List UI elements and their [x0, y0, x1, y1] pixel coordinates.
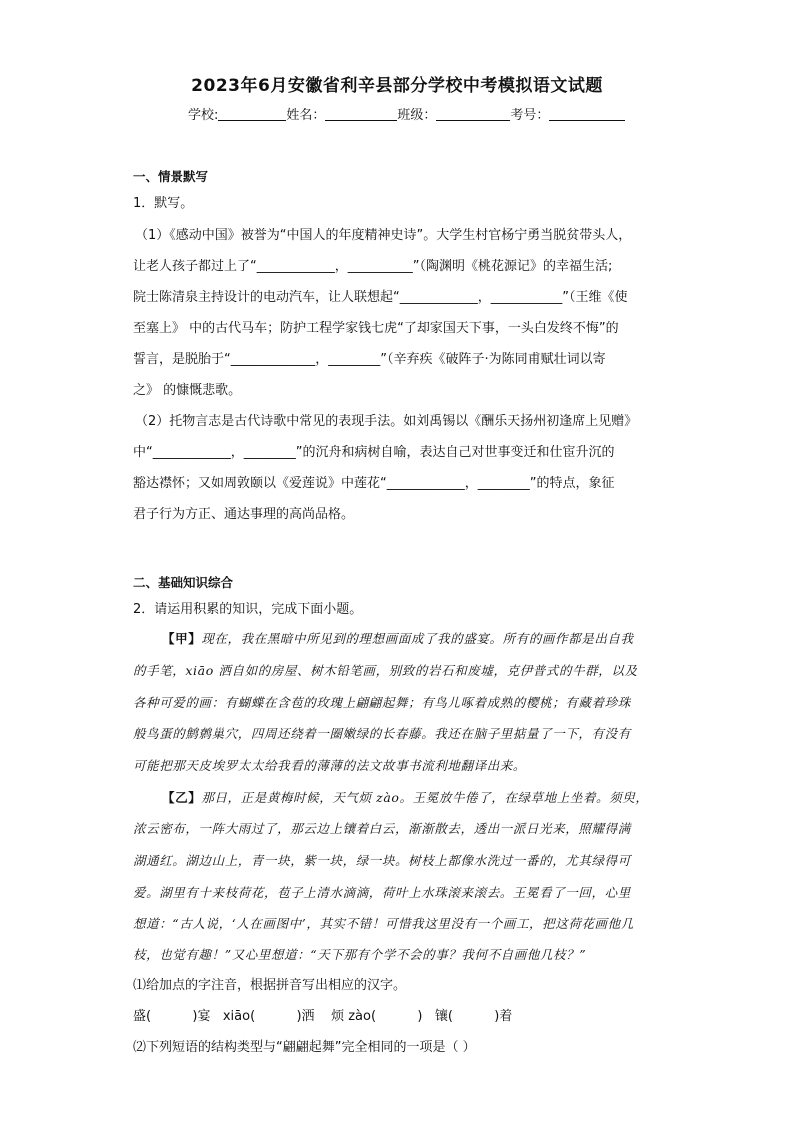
question-2: 2．请运用积累的知识，完成下面小题。	[133, 602, 363, 617]
passage-yi-line: 爱。湖里有十来枝荷花，苞子上清水滴滴，荷叶上水珠滚来滚去。王冕看了一回，心里	[133, 885, 631, 900]
passage-jia-line: 【甲】现在，我在黑暗中所见到的理想画面成了我的盛宴。所有的画作都是出自我	[162, 631, 634, 646]
section-heading-2: 二、基础知识综合	[133, 575, 234, 590]
q1-part1-line: （1）《感动中国》被誉为“中国人的年度精神史诗”。大学生村官杨宁勇当脱贫带头人，	[135, 228, 632, 243]
school-blank[interactable]	[218, 107, 286, 121]
passage-yi-line: 湖通红。湖边山上，青一块，紫一块，绿一块。树枝上都像水洗过一番的，尤其绿得可	[133, 853, 631, 868]
q1-part2-line: （2）托物言志是古代诗歌中常见的表现手法。如刘禹锡以《酬乐天扬州初逢席上见赠》	[135, 414, 638, 429]
passage-yi-line: 想道：“古人说，‘人在画图中’，其实不错！可惜我这里没有一个画工，把这荷花画他几	[133, 916, 634, 931]
passage-jia-line: 的手笔，xiāo 洒自如的房屋、树木铅笔画，别致的岩石和废墟，克伊普式的牛群，以及	[133, 663, 638, 678]
passage-yi-label: 【乙】	[162, 790, 202, 805]
sub-question-1: ⑴给加点的字注音，根据拼音写出相应的汉字。	[133, 978, 407, 993]
school-label: 学校:	[188, 108, 219, 123]
class-label: 班级：	[397, 108, 437, 123]
passage-yi-line: 浓云密布，一阵大雨过了，那云边上镶着白云，渐渐散去，透出一派日光来，照耀得满	[133, 821, 631, 836]
q1-part1-line: 院士陈清泉主持设计的电动汽车，让人联想起“____________，___________”（王维《使	[133, 290, 628, 305]
class-blank[interactable]	[436, 107, 510, 121]
q1-part2-line: 中“____________，________”的沉舟和病树自喻，表达自己对世事变迁和仕宦升沉的	[133, 445, 615, 460]
name-blank[interactable]	[325, 107, 397, 121]
q1-part1-line: 至塞上》 中的古代马车；防护工程学家钱七虎“了却家国天下事，一头白发终不悔”的	[133, 321, 619, 336]
passage-jia-label: 【甲】	[162, 631, 202, 646]
pinyin-blanks-line[interactable]: 盛( )宴 xiāo( )洒 烦 zào( ) 镶( )着	[133, 1009, 513, 1024]
passage-yi-line: 【乙】那日，正是黄梅时候，天气烦 zào。王冕放牛倦了，在绿草地上坐着。须臾，	[162, 790, 649, 805]
passage-yi-line: 枝，也觉有趣！”又心里想道：“天下那有个学不会的事？我何不自画他几枝？”	[133, 947, 587, 962]
question-1: 1．默写。	[133, 196, 194, 211]
passage-jia-line: 可能把那天皮埃罗太太给我看的薄薄的法文故事书流利地翻译出来。	[133, 758, 527, 773]
q1-part2-line: 君子行为方正、通达事理的高尚品格。	[133, 507, 355, 522]
exam-no-label: 考号：	[510, 108, 550, 123]
name-label: 姓名：	[286, 108, 326, 123]
exam-no-blank[interactable]	[549, 107, 625, 121]
page-title: 2023年6月安徽省利辛县部分学校中考模拟语文试题	[191, 76, 603, 96]
q1-part2-line: 豁达襟怀；又如周敦颐以《爱莲说》中莲花“____________，________”的特点，象征	[133, 476, 615, 491]
student-info-line	[188, 104, 625, 123]
passage-jia-line: 般鸟蛋的鹪鹩巢穴，四周还绕着一圈嫩绿的长春藤。我还在脑子里掂量了一下，有没有	[133, 726, 631, 741]
section-heading-1: 一、情景默写	[133, 169, 209, 184]
q1-part1-line: 之》 的慷慨悲歌。	[133, 383, 242, 398]
passage-jia-line: 各种可爱的画：有蝴蝶在含苞的玫瑰上翩翩起舞；有鸟儿啄着成熟的樱桃；有藏着珍珠	[133, 695, 631, 710]
q1-part1-line: 誓言，是脱胎于“_____________，________”（辛弃疾《破阵子·为陈同甫赋壮词以寄	[133, 352, 606, 367]
sub-question-2: ⑵下列短语的结构类型与“翩翩起舞”完全相同的一项是（ ）	[133, 1040, 476, 1055]
q1-part1-line: 让老人孩子都过上了“____________，__________”（陶渊明《桃花源记》的幸福生活;	[133, 259, 613, 274]
